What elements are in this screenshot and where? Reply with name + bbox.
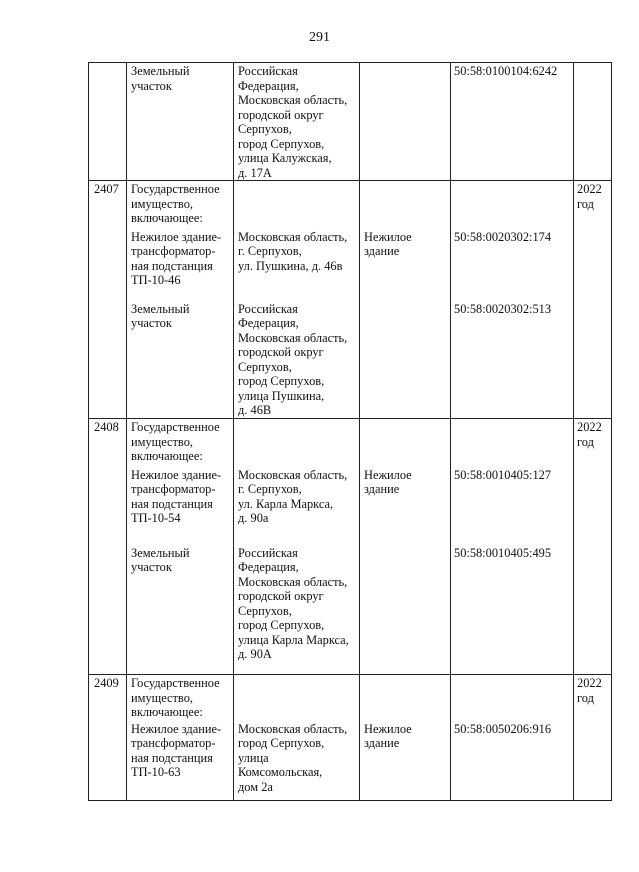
table-row (89, 229, 612, 301)
text-line: Нежилое здание- (131, 467, 222, 482)
text-line: д. 90а (238, 511, 269, 525)
page-number: 291 (309, 30, 330, 45)
text-line: улица Карла Маркса, (238, 632, 349, 647)
text-line: Московская область, (238, 93, 348, 107)
address-cell (234, 419, 360, 467)
text-line: д. 90А (238, 647, 272, 661)
table-row (89, 721, 612, 801)
text-line: имущество, (131, 434, 193, 449)
year-cell (574, 545, 612, 675)
text-line: ТП-10-54 (131, 511, 181, 525)
row-number-cell (89, 721, 127, 801)
text-line: город Серпухов, (238, 618, 325, 632)
cadastral-number-cell (451, 675, 574, 721)
year-cell (574, 181, 612, 229)
table-row (89, 301, 612, 419)
cadastral-number-cell: 50:58:0010405:127 (451, 467, 574, 545)
text-line: участок (131, 316, 172, 330)
text-line: Российская (238, 301, 298, 316)
text-line: ная подстанция (131, 258, 213, 273)
year-cell (574, 675, 612, 721)
row-number-cell (89, 545, 127, 675)
text-line: трансформатор- (131, 244, 216, 258)
row-number-cell (89, 467, 127, 545)
cadastral-number-cell (451, 419, 574, 467)
text-line: Серпухов, (238, 359, 292, 374)
text-line: Московская область, (238, 229, 348, 244)
text-line: Нежилое (364, 229, 412, 244)
text-line: ул. Карла Маркса, (238, 496, 334, 511)
object-name-cell (127, 63, 234, 181)
year-cell (574, 229, 612, 301)
text-line: Федерация, (238, 78, 299, 93)
text-line: здание (364, 482, 400, 496)
text-line: год (577, 434, 594, 449)
table-row (89, 63, 612, 181)
object-type-cell (360, 419, 451, 467)
text-line: Московская область, (238, 467, 348, 482)
row-number-cell: 2408 (89, 419, 127, 467)
year-cell (574, 467, 612, 545)
object-name-cell (127, 721, 234, 801)
text-line: д. 46В (238, 403, 272, 417)
object-name-cell (127, 229, 234, 301)
address-cell (234, 721, 360, 801)
text-line: городской округ (238, 107, 324, 122)
year-cell (574, 721, 612, 801)
year-cell (574, 419, 612, 467)
text-line: ная подстанция (131, 750, 213, 765)
cadastral-number-cell: 50:58:0100104:6242 (451, 63, 574, 181)
object-type-cell (360, 545, 451, 675)
text-line: Нежилое (364, 467, 412, 482)
text-line: 2022 (577, 420, 602, 434)
cadastral-number-cell: 50:58:0050206:916 (451, 721, 574, 801)
address-cell (234, 675, 360, 721)
address-cell (234, 467, 360, 545)
text-line: год (577, 690, 594, 705)
text-line: улица Калужская, (238, 151, 332, 165)
text-line: здание (364, 244, 400, 258)
text-line: Московская область, (238, 330, 348, 345)
object-name-cell (127, 675, 234, 721)
object-name-cell (127, 467, 234, 545)
text-line: город Серпухов, (238, 736, 325, 750)
text-line: имущество, (131, 690, 193, 705)
object-name-cell (127, 419, 234, 467)
text-line: 2022 (577, 182, 602, 196)
text-line: трансформатор- (131, 482, 216, 496)
object-name-cell (127, 181, 234, 229)
address-cell (234, 545, 360, 675)
object-type-cell (360, 721, 451, 801)
cadastral-number-cell: 50:58:0020302:513 (451, 301, 574, 419)
text-line: Московская область, (238, 574, 348, 589)
text-line: Земельный (131, 64, 190, 78)
text-line: ТП-10-63 (131, 765, 181, 779)
object-type-cell (360, 63, 451, 181)
table-row (89, 467, 612, 545)
text-line: Федерация, (238, 316, 299, 330)
text-line: городской округ (238, 345, 324, 359)
object-type-cell (360, 675, 451, 721)
year-cell (574, 63, 612, 181)
table-row (89, 545, 612, 675)
text-line: год (577, 196, 594, 211)
address-cell (234, 229, 360, 301)
address-cell (234, 301, 360, 419)
text-line: город Серпухов, (238, 374, 325, 388)
cadastral-number-cell: 50:58:0020302:174 (451, 229, 574, 301)
text-line: городской округ (238, 589, 324, 603)
registry-body (89, 63, 612, 801)
text-line: ная подстанция (131, 496, 213, 511)
text-line: ул. Пушкина, д. 46в (238, 258, 343, 273)
row-number-cell (89, 63, 127, 181)
text-line: Государственное (131, 420, 220, 434)
text-line: Серпухов, (238, 603, 292, 618)
object-type-cell (360, 229, 451, 301)
text-line: Земельный (131, 301, 190, 316)
text-line: ТП-10-46 (131, 273, 181, 287)
text-line: 2022 (577, 676, 602, 690)
object-name-cell (127, 545, 234, 675)
text-line: Комсомольская, (238, 765, 323, 779)
table-row (89, 181, 612, 229)
row-number-cell: 2409 (89, 675, 127, 721)
text-line: участок (131, 78, 172, 93)
object-type-cell (360, 181, 451, 229)
text-line: Нежилое здание- (131, 229, 222, 244)
text-line: Российская (238, 545, 298, 560)
property-registry-table (88, 62, 612, 801)
table-row (89, 419, 612, 467)
text-line: г. Серпухов, (238, 244, 302, 258)
text-line: улица (238, 750, 269, 765)
text-line: Государственное (131, 182, 220, 196)
text-line: имущество, (131, 196, 193, 211)
text-line: Земельный (131, 545, 190, 560)
text-line: здание (364, 736, 400, 750)
text-line: Нежилое здание- (131, 721, 222, 736)
object-name-cell (127, 301, 234, 419)
text-line: включающее: (131, 211, 203, 225)
cadastral-number-cell (451, 181, 574, 229)
row-number-cell (89, 229, 127, 301)
text-line: включающее: (131, 449, 203, 463)
text-line: Российская (238, 64, 298, 78)
text-line: включающее: (131, 705, 203, 719)
text-line: д. 17А (238, 165, 272, 180)
text-line: Федерация, (238, 560, 299, 574)
text-line: трансформатор- (131, 736, 216, 750)
row-number-cell: 2407 (89, 181, 127, 229)
text-line: улица Пушкина, (238, 388, 325, 403)
text-line: Нежилое (364, 721, 412, 736)
year-cell (574, 301, 612, 419)
text-line: Государственное (131, 676, 220, 690)
object-type-cell (360, 301, 451, 419)
table-row (89, 675, 612, 721)
text-line: Серпухов, (238, 122, 292, 136)
text-line: дом 2а (238, 779, 273, 794)
address-cell (234, 181, 360, 229)
cadastral-number-cell: 50:58:0010405:495 (451, 545, 574, 675)
row-number-cell (89, 301, 127, 419)
object-type-cell (360, 467, 451, 545)
text-line: город Серпухов, (238, 136, 325, 151)
address-cell (234, 63, 360, 181)
text-line: Московская область, (238, 721, 348, 736)
text-line: г. Серпухов, (238, 482, 302, 496)
text-line: участок (131, 560, 172, 574)
